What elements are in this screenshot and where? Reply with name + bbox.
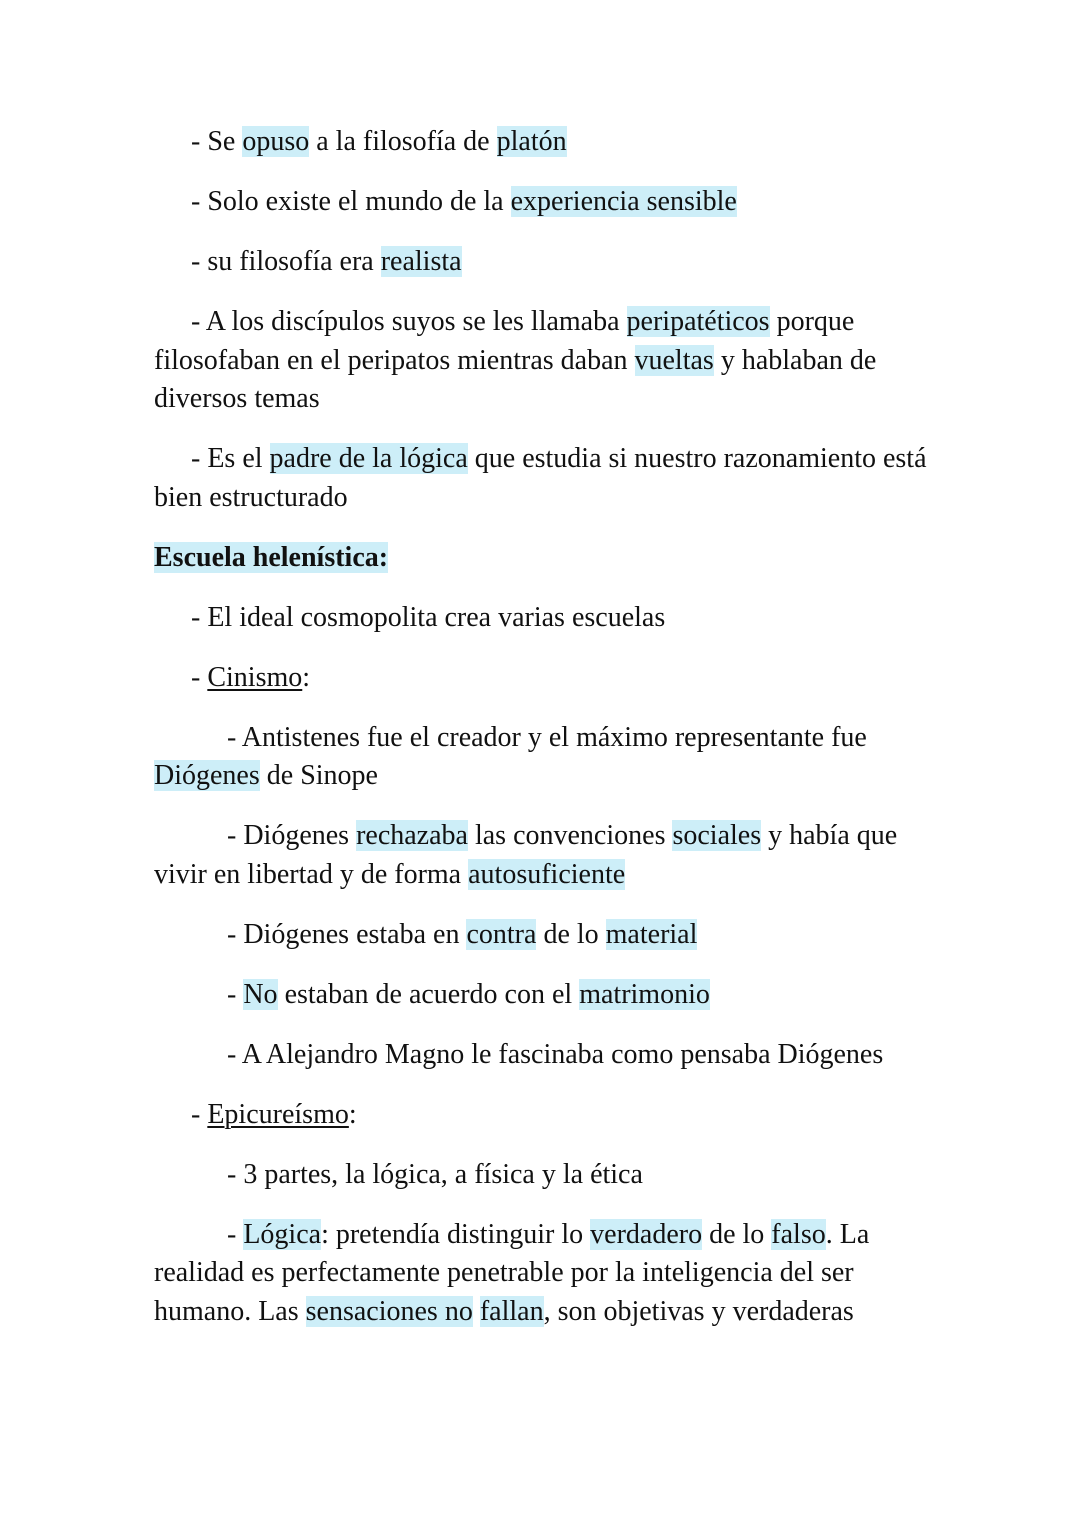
- bullet-paragraph: [154, 1216, 954, 1332]
- text-segment: - A Alejandro Magno le fascinaba como pensaba Diógenes: [227, 1038, 884, 1070]
- text-segment: - Antistenes fue el creador y el máximo representante fue: [227, 721, 867, 753]
- highlighted-text: Diógenes: [154, 760, 260, 791]
- highlighted-text: autosuficiente: [468, 858, 626, 890]
- bullet-paragraph: [154, 916, 954, 955]
- highlighted-text: padre de la lógica: [269, 443, 468, 474]
- text-segment: -: [191, 661, 208, 693]
- highlighted-text: peripatéticos: [626, 306, 770, 337]
- text-segment: y hablaban de diversos temas: [154, 344, 877, 414]
- bullet-paragraph: [154, 719, 954, 796]
- bullet-paragraph: [154, 440, 954, 517]
- highlighted-text: vueltas: [634, 344, 714, 376]
- highlighted-text: falso: [771, 1218, 826, 1250]
- bullet-paragraph: [154, 303, 954, 419]
- highlighted-text: realista: [380, 246, 462, 277]
- text-segment: -: [191, 1098, 208, 1130]
- text-segment: porque filosofaban en el peripatos mientras daban: [154, 306, 855, 376]
- highlighted-text: fallan: [479, 1295, 544, 1327]
- text-segment: - su filosofía era: [191, 246, 381, 277]
- text-segment: - Diógenes: [227, 820, 357, 851]
- text-segment: -: [227, 1218, 244, 1250]
- text-segment: : pretendía distinguir lo: [321, 1218, 591, 1250]
- highlighted-text: sensaciones no: [305, 1295, 473, 1327]
- text-segment: [473, 1296, 480, 1327]
- highlighted-text: verdadero: [590, 1218, 703, 1250]
- text-segment: - Diógenes estaba en: [227, 918, 467, 950]
- underlined-term: Epicureísmo: [207, 1098, 349, 1130]
- bullet-paragraph: [154, 659, 954, 698]
- text-segment: - Solo existe el mundo de la: [191, 186, 511, 217]
- text-segment: -: [227, 978, 244, 1010]
- highlighted-text: Lógica: [243, 1218, 322, 1250]
- text-segment: de lo: [536, 918, 606, 950]
- text-segment: - El ideal cosmopolita crea varias escuelas: [191, 601, 666, 633]
- bullet-paragraph: [154, 123, 954, 162]
- bullet-paragraph: [154, 1096, 954, 1135]
- text-segment: - Es el: [191, 443, 270, 474]
- text-segment: a la filosofía de: [309, 126, 497, 157]
- highlighted-text: rechazaba: [356, 820, 468, 851]
- bullet-paragraph: [154, 976, 954, 1015]
- bullet-paragraph: [154, 1036, 954, 1075]
- text-segment: - A los discípulos suyos se les llamaba: [191, 306, 627, 337]
- highlighted-text: matrimonio: [579, 978, 710, 1010]
- section-heading: [154, 539, 954, 578]
- text-segment: que estudia si nuestro razonamiento está bien estructurado: [154, 443, 927, 513]
- text-segment: - Se: [191, 126, 243, 157]
- text-segment: - 3 partes, la lógica, a física y la ética: [227, 1158, 643, 1190]
- highlighted-text: Escuela helenística:: [154, 541, 389, 573]
- text-segment: las convenciones: [467, 820, 673, 851]
- bullet-paragraph: [154, 817, 954, 894]
- bullet-paragraph: [154, 1156, 954, 1195]
- text-segment: :: [348, 1098, 357, 1130]
- highlighted-text: material: [605, 918, 698, 950]
- highlighted-text: opuso: [242, 126, 310, 157]
- underlined-term: Cinismo: [207, 661, 303, 693]
- text-segment: y había que vivir en libertad y de forma: [154, 820, 898, 890]
- bullet-paragraph: [154, 599, 954, 638]
- text-segment: , son objetivas y verdaderas: [543, 1295, 854, 1327]
- text-segment: :: [302, 661, 311, 693]
- highlighted-text: sociales: [672, 820, 762, 851]
- highlighted-text: experiencia sensible: [510, 186, 737, 217]
- bullet-paragraph: [154, 183, 954, 222]
- text-segment: de lo: [702, 1218, 772, 1250]
- highlighted-text: platón: [496, 126, 567, 157]
- highlighted-text: contra: [466, 918, 537, 950]
- bullet-paragraph: [154, 243, 954, 282]
- document-page: [154, 123, 954, 1353]
- text-segment: estaban de acuerdo con el: [277, 978, 580, 1010]
- text-segment: . La realidad es perfectamente penetrable por la inteligencia del ser humano. Las: [154, 1218, 870, 1327]
- text-segment: de Sinope: [259, 760, 378, 791]
- highlighted-text: No: [243, 978, 278, 1010]
